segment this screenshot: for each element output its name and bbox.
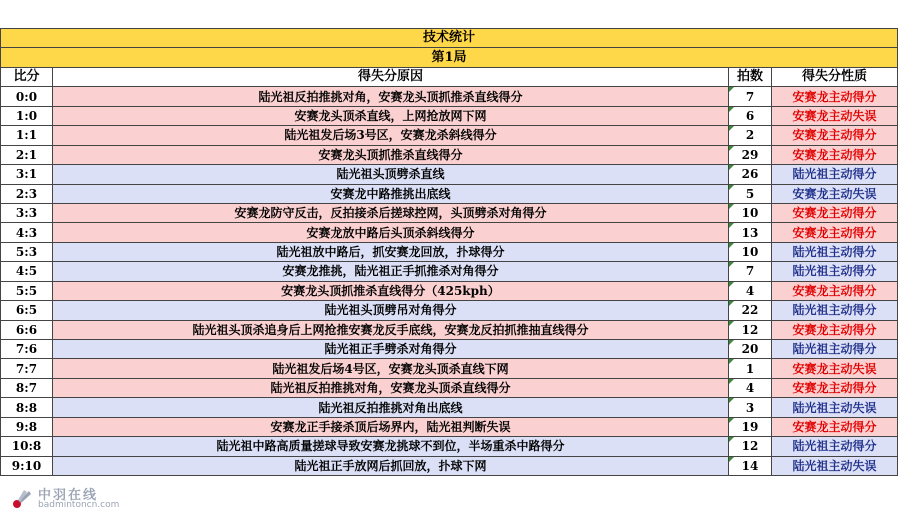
score-cell: 3:3 bbox=[1, 203, 53, 222]
nature-cell: 陆光祖主动得分 bbox=[772, 437, 898, 456]
reason-cell: 陆光祖发后场4号区，安赛龙头顶杀直线下网 bbox=[53, 359, 729, 378]
table-row bbox=[1, 106, 898, 125]
reason-cell: 陆光祖头顶劈杀直线 bbox=[53, 165, 729, 184]
table-row bbox=[1, 203, 898, 222]
nature-cell: 安赛龙主动得分 bbox=[772, 223, 898, 242]
score-cell: 3:1 bbox=[1, 165, 53, 184]
watermark-name: 中羽在线 bbox=[38, 488, 99, 503]
reason-cell: 陆光祖正手劈杀对角得分 bbox=[53, 340, 729, 359]
reason-cell: 陆光祖放中路后，抓安赛龙回放，扑球得分 bbox=[53, 242, 729, 261]
table-row bbox=[1, 165, 898, 184]
table-row bbox=[1, 320, 898, 339]
table-row bbox=[1, 262, 898, 281]
reason-cell: 安赛龙放中路后头顶杀斜线得分 bbox=[53, 223, 729, 242]
table-row bbox=[1, 398, 898, 417]
reason-cell: 陆光祖反拍推挑对角出底线 bbox=[53, 398, 729, 417]
table-row bbox=[1, 87, 898, 106]
reason-cell: 陆光祖头顶劈吊对角得分 bbox=[53, 301, 729, 320]
shots-cell: 3 bbox=[729, 398, 772, 417]
table-row bbox=[1, 456, 898, 475]
table-row bbox=[1, 378, 898, 397]
shots-cell: 12 bbox=[729, 437, 772, 456]
score-cell: 5:5 bbox=[1, 281, 53, 300]
nature-cell: 安赛龙主动失误 bbox=[772, 359, 898, 378]
nature-cell: 陆光祖主动得分 bbox=[772, 242, 898, 261]
score-cell: 2:1 bbox=[1, 145, 53, 164]
header-row bbox=[1, 67, 898, 86]
table-title: 技术统计 bbox=[1, 29, 898, 48]
shots-cell: 14 bbox=[729, 456, 772, 475]
nature-cell: 陆光祖主动失误 bbox=[772, 398, 898, 417]
score-cell: 6:5 bbox=[1, 301, 53, 320]
table-row bbox=[1, 359, 898, 378]
nature-cell: 安赛龙主动失误 bbox=[772, 184, 898, 203]
shots-cell: 13 bbox=[729, 223, 772, 242]
shots-cell: 12 bbox=[729, 320, 772, 339]
shuttlecock-logo-icon bbox=[10, 488, 32, 510]
nature-cell: 陆光祖主动得分 bbox=[772, 165, 898, 184]
shots-cell: 10 bbox=[729, 242, 772, 261]
reason-cell: 安赛龙头顶抓推杀直线得分（425kph） bbox=[53, 281, 729, 300]
shots-cell: 22 bbox=[729, 301, 772, 320]
table-row bbox=[1, 417, 898, 436]
title-row bbox=[1, 29, 898, 48]
nature-cell: 安赛龙主动得分 bbox=[772, 126, 898, 145]
shots-cell: 4 bbox=[729, 281, 772, 300]
score-cell: 2:3 bbox=[1, 184, 53, 203]
reason-cell: 安赛龙头顶抓推杀直线得分 bbox=[53, 145, 729, 164]
score-cell: 6:6 bbox=[1, 320, 53, 339]
shots-cell: 5 bbox=[729, 184, 772, 203]
reason-cell: 陆光祖头顶杀追身后上网抢推安赛龙反手底线，安赛龙反拍抓推抽直线得分 bbox=[53, 320, 729, 339]
shots-cell: 1 bbox=[729, 359, 772, 378]
table-row bbox=[1, 126, 898, 145]
score-cell: 4:5 bbox=[1, 262, 53, 281]
score-cell: 7:6 bbox=[1, 340, 53, 359]
score-cell: 8:7 bbox=[1, 378, 53, 397]
header-score: 比分 bbox=[1, 67, 53, 86]
score-cell: 8:8 bbox=[1, 398, 53, 417]
reason-cell: 安赛龙正手接杀顶后场界内，陆光祖判断失误 bbox=[53, 417, 729, 436]
nature-cell: 安赛龙主动得分 bbox=[772, 320, 898, 339]
table-row bbox=[1, 223, 898, 242]
shots-cell: 29 bbox=[729, 145, 772, 164]
nature-cell: 陆光祖主动失误 bbox=[772, 456, 898, 475]
reason-cell: 安赛龙头顶杀直线，上网抢放网下网 bbox=[53, 106, 729, 125]
nature-cell: 陆光祖主动得分 bbox=[772, 262, 898, 281]
nature-cell: 安赛龙主动得分 bbox=[772, 417, 898, 436]
reason-cell: 陆光祖发后场3号区，安赛龙杀斜线得分 bbox=[53, 126, 729, 145]
score-cell: 10:8 bbox=[1, 437, 53, 456]
reason-cell: 陆光祖中路高质量搓球导致安赛龙挑球不到位，半场重杀中路得分 bbox=[53, 437, 729, 456]
shots-cell: 4 bbox=[729, 378, 772, 397]
reason-cell: 陆光祖反拍推挑对角，安赛龙头顶抓推杀直线得分 bbox=[53, 87, 729, 106]
reason-cell: 安赛龙中路推挑出底线 bbox=[53, 184, 729, 203]
score-cell: 4:3 bbox=[1, 223, 53, 242]
table-row bbox=[1, 242, 898, 261]
score-cell: 1:1 bbox=[1, 126, 53, 145]
table-row bbox=[1, 184, 898, 203]
score-cell: 7:7 bbox=[1, 359, 53, 378]
score-cell: 0:0 bbox=[1, 87, 53, 106]
shots-cell: 2 bbox=[729, 126, 772, 145]
reason-cell: 安赛龙推挑，陆光祖正手抓推杀对角得分 bbox=[53, 262, 729, 281]
shots-cell: 20 bbox=[729, 340, 772, 359]
reason-cell: 陆光祖正手放网后抓回放，扑球下网 bbox=[53, 456, 729, 475]
reason-cell: 安赛龙防守反击，反拍接杀后搓球控网，头顶劈杀对角得分 bbox=[53, 203, 729, 222]
nature-cell: 安赛龙主动得分 bbox=[772, 281, 898, 300]
nature-cell: 安赛龙主动得分 bbox=[772, 87, 898, 106]
watermark bbox=[8, 484, 158, 516]
stats-table bbox=[0, 28, 898, 476]
game-label: 第1局 bbox=[1, 48, 898, 67]
game-row bbox=[1, 48, 898, 67]
nature-cell: 安赛龙主动失误 bbox=[772, 106, 898, 125]
shots-cell: 6 bbox=[729, 106, 772, 125]
header-nature: 得失分性质 bbox=[772, 67, 898, 86]
header-shots: 拍数 bbox=[729, 67, 772, 86]
nature-cell: 安赛龙主动得分 bbox=[772, 145, 898, 164]
table-row bbox=[1, 281, 898, 300]
shots-cell: 7 bbox=[729, 87, 772, 106]
table-row bbox=[1, 301, 898, 320]
shots-cell: 7 bbox=[729, 262, 772, 281]
score-cell: 1:0 bbox=[1, 106, 53, 125]
shots-cell: 10 bbox=[729, 203, 772, 222]
header-reason: 得失分原因 bbox=[53, 67, 729, 86]
table-row bbox=[1, 340, 898, 359]
score-cell: 5:3 bbox=[1, 242, 53, 261]
reason-cell: 陆光祖反拍推挑对角，安赛龙头顶杀直线得分 bbox=[53, 378, 729, 397]
nature-cell: 陆光祖主动得分 bbox=[772, 340, 898, 359]
nature-cell: 安赛龙主动得分 bbox=[772, 203, 898, 222]
shots-cell: 26 bbox=[729, 165, 772, 184]
score-cell: 9:8 bbox=[1, 417, 53, 436]
nature-cell: 陆光祖主动得分 bbox=[772, 301, 898, 320]
table-row bbox=[1, 437, 898, 456]
table-row bbox=[1, 145, 898, 164]
nature-cell: 安赛龙主动得分 bbox=[772, 378, 898, 397]
watermark-url: badmintoncn.com bbox=[38, 500, 120, 510]
shots-cell: 19 bbox=[729, 417, 772, 436]
score-cell: 9:10 bbox=[1, 456, 53, 475]
